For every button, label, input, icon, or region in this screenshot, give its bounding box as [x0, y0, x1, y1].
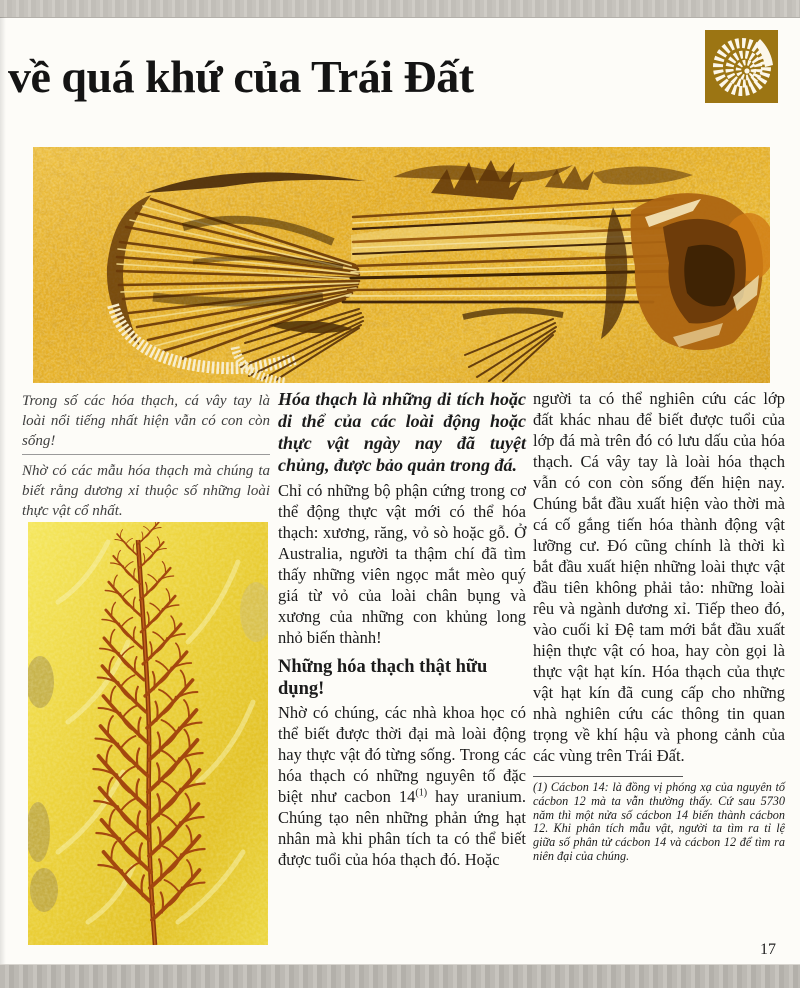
paragraph-2-continuation: hay uranium. Chúng tạo nên những phản ứng hạt nhân mà khi phân tích ta có thể biết được tuổi của hóa thạch đó. Hoặc [278, 787, 527, 869]
photo-caption-fish: Trong số các hóa thạch, cá vây tay là loài nổi tiếng nhất hiện vẫn có con còn sống! [22, 393, 270, 449]
footnote-divider [533, 776, 683, 777]
photo-caption-fern: Nhờ có các mẫu hóa thạch mà chúng ta biết rằng dương xỉ thuộc số những loài thực vật cổ nhất. [22, 463, 270, 519]
footnote-text: (1) Cácbon 14: là đồng vị phóng xạ của nguyên tố cácbon 12 mà ta vẫn thường thấy. Cứ sau 5730 năm thì một nửa số cácbon 14 biến thành cácbon 12. Khi phân tích mẫu vật, người ta tìm ra tỉ lệ giữa số phân tử cácbon 14 và cácbon 12 để tìm ra niên đại của chúng. [533, 780, 785, 863]
ammonite-shell-icon [705, 30, 778, 103]
scan-edge-left [0, 17, 6, 964]
paragraph-2-text: Nhờ có chúng, các nhà khoa học có thể biết được thời đại mà loài động hay thực vật đó từng sống. Trong các hóa thạch có những nguyên tố đặc biệt như cacbon 14 [278, 703, 526, 806]
coelacanth-fossil-image [33, 147, 770, 383]
article-column-1 [278, 388, 526, 870]
scan-edge-bottom [0, 964, 800, 988]
page-number: 17 [760, 941, 776, 958]
section-heading: Những hóa thạch thật hữu dụng! [278, 657, 488, 699]
article-paragraph-1: Chỉ có những bộ phận cứng trong cơ thể động thực vật mới có thể hóa thạch: xương, răng, vỏ sò hoặc gỗ. Ở Australia, người ta thậm chí đã tìm thấy những viên ngọc mắt mèo quý giá từ vỏ của loài chân bụng và xương của những con khủng long nhỏ biến thành! [278, 481, 526, 647]
article-column-2 [533, 388, 785, 864]
article-lead: Hóa thạch là những di tích hoặc di thể của các loài động hoặc thực vật ngày nay đã tuyệt chủng, được bảo quản trong đá. [278, 389, 526, 475]
page-title: về quá khứ của Trái Đất [8, 51, 474, 102]
article-paragraph-3: người ta có thể nghiên cứu các lớp đất khác nhau để biết được tuổi của lớp đá mà trên đó có lưu dấu của hóa thạch. Cá vây tay là loài hóa thạch vẫn có con còn sống đến hiện nay. Chúng bắt đầu xuất hiện vào thời mà cá cố gắng tiến hóa thành động vật lưỡng cư. Đó cũng chính là thời kì bắt đầu xuất hiện những loài thực vật đầu tiên không phải tảo: những loài rêu và ngành dương xỉ. Tiếp theo đó, vào cuối kỉ Đệ tam mới bắt đầu xuất hiện thực vật có hoa, hay còn gọi là thực vật hạt kín. Hóa thạch của thực vật hạt kín đã cung cấp cho những nhà nghiên cứu các thông tin quan trọng về khí hậu và phong cảnh của các vùng trên Trái Đất. [533, 389, 785, 765]
scan-edge-top [0, 0, 800, 18]
caption-divider [22, 454, 270, 455]
fern-fossil-image [28, 522, 268, 945]
article-paragraph-2 [278, 702, 526, 870]
footnote-reference: (1) [415, 787, 428, 799]
